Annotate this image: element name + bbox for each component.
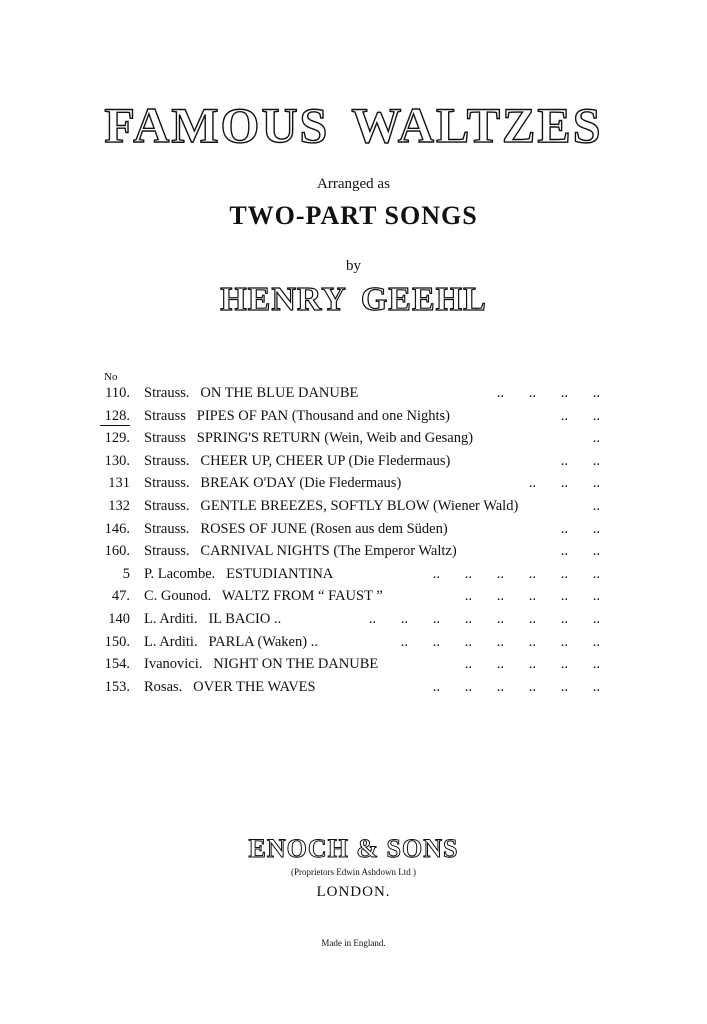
item-title: Strauss SPRING'S RETURN (Wein, Weib and Gesang) bbox=[144, 430, 474, 447]
item-number: 154. bbox=[104, 656, 130, 673]
arranged-as-text: Arranged as bbox=[317, 176, 390, 192]
list-item bbox=[100, 427, 600, 450]
item-number: 5 bbox=[122, 565, 130, 582]
leader-dots: .. .. .. .. .. bbox=[464, 588, 600, 605]
divider bbox=[100, 425, 130, 426]
leader-dots: .. .. bbox=[560, 407, 600, 424]
item-title: L. Arditi. IL BACIO .. bbox=[144, 610, 282, 627]
publisher-city: LONDON. bbox=[316, 884, 391, 900]
list-item bbox=[100, 585, 600, 608]
item-title: Strauss PIPES OF PAN (Thousand and one Nights) bbox=[144, 407, 450, 424]
leader-dots: .. .. .. .. .. .. bbox=[432, 678, 600, 695]
leader-dots: .. .. bbox=[560, 543, 600, 560]
title-word-1: FAMOUS bbox=[104, 97, 330, 153]
list-item bbox=[100, 518, 600, 541]
list-item bbox=[100, 608, 600, 631]
item-title: Ivanovici. NIGHT ON THE DANUBE bbox=[144, 656, 379, 673]
item-number: 153. bbox=[104, 678, 130, 695]
leader-dots: .. .. .. .. .. bbox=[464, 656, 600, 673]
item-number: 146. bbox=[104, 520, 130, 537]
leader-dots: .. .. .. bbox=[528, 475, 600, 492]
list-item bbox=[100, 472, 600, 495]
composer-last: GEEHL bbox=[360, 281, 487, 318]
list-item bbox=[100, 563, 600, 586]
leader-dots: .. .. .. .. .. .. .. bbox=[400, 633, 600, 650]
item-title: Strauss. GENTLE BREEZES, SOFTLY BLOW (Wiener Wald) bbox=[144, 497, 519, 514]
leader-dots: .. .. bbox=[560, 520, 600, 537]
item-number: 150. bbox=[104, 633, 130, 650]
list-item bbox=[100, 382, 600, 405]
item-title: C. Gounod. WALTZ FROM “ FAUST ” bbox=[144, 588, 383, 605]
item-title: Rosas. OVER THE WAVES bbox=[144, 678, 316, 695]
page-title bbox=[0, 97, 707, 153]
leader-dots: .. bbox=[592, 497, 600, 514]
title-word-2: WALTZES bbox=[351, 97, 603, 153]
by-text: by bbox=[346, 258, 361, 274]
item-title: Strauss. CHEER UP, CHEER UP (Die Fledermaus) bbox=[144, 452, 451, 469]
item-title: Strauss. CARNIVAL NIGHTS (The Emperor Waltz) bbox=[144, 543, 457, 560]
subtitle: TWO-PART SONGS bbox=[229, 201, 478, 230]
list-item bbox=[100, 653, 600, 676]
item-title: Strauss. BREAK O'DAY (Die Fledermaus) bbox=[144, 475, 402, 492]
list-item bbox=[100, 495, 600, 518]
item-number: 129. bbox=[104, 430, 130, 447]
item-number: 132 bbox=[108, 497, 130, 514]
leader-dots: .. .. .. .. .. .. .. .. bbox=[368, 610, 600, 627]
waltz-list bbox=[100, 382, 600, 698]
list-item bbox=[100, 450, 600, 473]
item-title: Strauss. ON THE BLUE DANUBE bbox=[144, 385, 359, 401]
item-number: 47. bbox=[111, 588, 130, 605]
list-item bbox=[100, 676, 600, 699]
item-number: 131 bbox=[108, 475, 130, 492]
leader-dots: .. bbox=[592, 430, 600, 447]
item-number: 160. bbox=[104, 543, 130, 560]
list-item bbox=[100, 405, 600, 428]
leader-dots: .. .. .. .. bbox=[496, 385, 600, 401]
item-number: 140 bbox=[108, 610, 130, 627]
item-title: P. Lacombe. ESTUDIANTINA bbox=[144, 565, 334, 582]
item-title: Strauss. ROSES OF JUNE (Rosen aus dem Süden) bbox=[144, 520, 448, 537]
item-number: 130. bbox=[104, 452, 130, 469]
proprietors-note: (Proprietors Edwin Ashdown Ltd ) bbox=[291, 867, 416, 877]
list-item bbox=[100, 540, 600, 563]
leader-dots: .. .. .. .. .. .. bbox=[432, 565, 600, 582]
number-column-label: No bbox=[104, 371, 118, 383]
composer-name bbox=[0, 283, 707, 317]
composer-first: HENRY bbox=[220, 281, 347, 318]
publisher-name: ENOCH & SONS bbox=[248, 834, 459, 863]
made-in-note: Made in England. bbox=[321, 938, 386, 948]
item-number: 128. bbox=[104, 407, 130, 424]
item-number: 110. bbox=[105, 385, 130, 401]
list-item bbox=[100, 631, 600, 654]
leader-dots: .. .. bbox=[560, 452, 600, 469]
item-title: L. Arditi. PARLA (Waken) .. bbox=[144, 633, 318, 650]
